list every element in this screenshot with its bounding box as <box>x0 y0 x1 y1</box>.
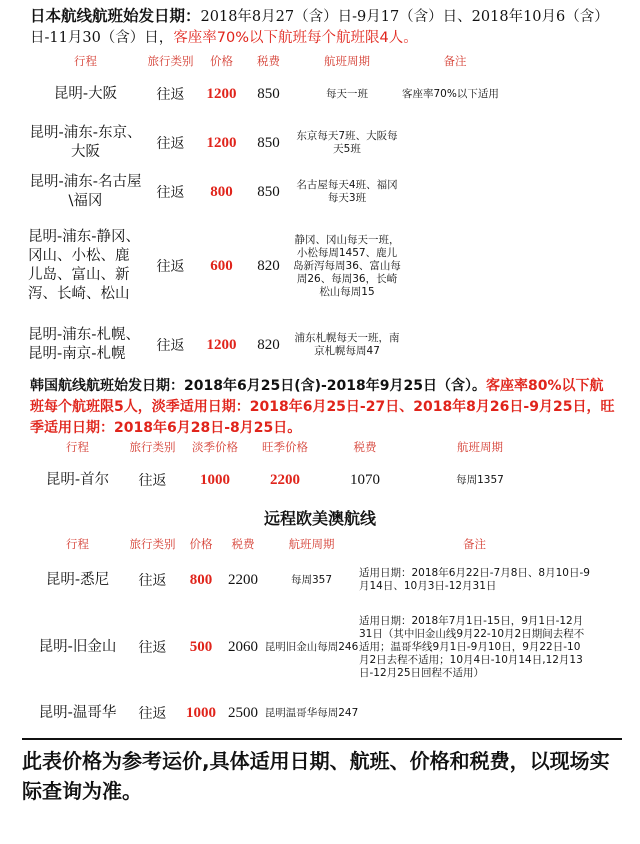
korea-table <box>30 434 550 500</box>
price-cell: 1200 <box>206 336 237 353</box>
japan-header-price: 价格 <box>210 53 233 68</box>
japan-header-tax: 税费 <box>257 53 280 68</box>
korea-header-type: 旅行类别 <box>129 439 176 454</box>
note-cell: 适用日期：2018年6月22日-7月8日、8月10日-9月14日、10月3日-12月31日 <box>359 567 590 592</box>
schedule-cell: 昆明温哥华每周247 <box>264 706 359 719</box>
table-row <box>28 168 508 216</box>
japan-limit: 客座率70%以下航班每个航班限4人。 <box>173 30 418 46</box>
type-cell: 往返 <box>138 640 167 656</box>
tax-cell: 1070 <box>350 471 380 488</box>
type-cell: 往返 <box>138 573 167 589</box>
price-cell: 800 <box>210 183 233 200</box>
tax-cell: 2500 <box>228 704 258 721</box>
japan-intro <box>30 6 615 49</box>
tax-cell: 820 <box>257 336 280 353</box>
price-cell: 600 <box>210 257 233 274</box>
table-row <box>28 70 508 118</box>
low-price-cell: 1000 <box>200 471 230 488</box>
type-cell: 往返 <box>156 338 185 354</box>
note-cell <box>402 216 508 316</box>
schedule-cell: 名古屋每天4班、福冈每天3班 <box>296 179 398 204</box>
note-cell: 适用日期：2018年7月1日-15日，9月1日-12月31日（其中旧金山线9月22-10月2日期间去程不适用；温哥华线9月1日-9月10日，9月22日-10月2日去程不适用；10月4日-10月14日,12月13日-12月25日回程不适用） <box>359 614 585 679</box>
route-cell: 昆明-浦东-东京、大阪 <box>29 125 142 160</box>
schedule-cell: 每周357 <box>290 573 333 586</box>
tax-cell: 2200 <box>228 571 258 588</box>
table-row <box>28 316 508 374</box>
longhaul-title: 远程欧美澳航线 <box>263 509 376 528</box>
schedule-cell: 东京每天7班、大阪每天5班 <box>296 130 398 155</box>
type-cell: 往返 <box>156 87 185 103</box>
japan-header-schedule: 航班周期 <box>324 53 370 68</box>
high-price-cell: 2200 <box>270 471 300 488</box>
schedule-cell: 每周1357 <box>456 473 504 486</box>
longhaul-table <box>30 530 590 734</box>
korea-header-tax: 税费 <box>353 439 377 454</box>
type-cell: 往返 <box>138 706 167 722</box>
route-cell: 昆明-首尔 <box>45 471 110 488</box>
note-cell <box>402 168 508 216</box>
table-row <box>30 602 590 692</box>
japan-header-route: 行程 <box>74 53 97 68</box>
longhaul-header-tax: 税费 <box>231 536 255 551</box>
longhaul-header-note: 备注 <box>463 536 486 551</box>
route-cell: 昆明-大阪 <box>53 85 118 102</box>
japan-header-type: 旅行类别 <box>147 53 194 68</box>
table-row <box>28 216 508 316</box>
japan-title: 日本航线航班始发日期： <box>30 7 201 25</box>
price-cell: 1000 <box>186 704 216 721</box>
tax-cell: 850 <box>257 183 280 200</box>
note-cell <box>402 316 508 374</box>
route-cell: 昆明-温哥华 <box>38 704 117 721</box>
schedule-cell: 每天一班 <box>326 87 368 100</box>
korea-header-low: 淡季价格 <box>192 439 238 454</box>
japan-header-note: 备注 <box>443 53 467 68</box>
table-row <box>30 460 550 500</box>
longhaul-header-price: 价格 <box>189 536 213 551</box>
japan-dates: 2018年8月27（含）日-9月17（含）日、2018年10月6（含）日-11月30（含）日， <box>30 9 609 46</box>
longhaul-header-type: 旅行类别 <box>129 536 176 551</box>
route-cell: 昆明-浦东-静冈、冈山、小松、鹿儿岛、富山、新泻、长崎、松山 <box>28 229 140 302</box>
type-cell: 往返 <box>156 136 185 152</box>
price-cell: 1200 <box>206 134 237 151</box>
route-cell: 昆明-悉尼 <box>45 571 110 588</box>
tax-cell: 850 <box>257 85 280 102</box>
note-cell <box>359 692 590 734</box>
table-row <box>28 118 508 168</box>
price-cell: 800 <box>189 571 213 588</box>
table-row <box>30 692 590 734</box>
korea-header-high: 旺季价格 <box>262 439 308 454</box>
type-cell: 往返 <box>156 259 185 275</box>
korea-intro <box>30 376 615 439</box>
type-cell: 往返 <box>138 473 167 489</box>
tax-cell: 820 <box>257 257 280 274</box>
korea-header-route: 行程 <box>66 439 89 454</box>
type-cell: 往返 <box>156 185 185 201</box>
korea-title: 韩国航线航班始发日期：2018年6月25日(含)-2018年9月25日（含）。 <box>30 378 486 394</box>
route-cell: 昆明-旧金山 <box>38 638 117 655</box>
longhaul-header-route: 行程 <box>66 536 89 551</box>
route-cell: 昆明-浦东-札幌、昆明-南京-札幌 <box>28 327 140 362</box>
note-cell: 客座率70%以下适用 <box>402 87 499 100</box>
footer-disclaimer: 此表价格为参考运价,具体适用日期、航班、价格和税费，以现场实际查询为准。 <box>22 738 622 806</box>
price-cell: 1200 <box>206 85 237 102</box>
korea-header-schedule: 航班周期 <box>457 439 503 454</box>
note-cell <box>402 118 508 168</box>
korea-limit: 客座率80%以下航班每个航班限5人，淡季适用日期：2018年6月25日-27日、2018年8月26日-9月25日，旺季适用日期：2018年6月28日-8月25日。 <box>30 378 615 436</box>
schedule-cell: 浦东札幌每天一班，南京札幌每周47 <box>294 332 400 357</box>
longhaul-header-schedule: 航班周期 <box>288 536 335 551</box>
table-row <box>30 558 590 602</box>
price-cell: 500 <box>189 638 213 655</box>
tax-cell: 850 <box>257 134 280 151</box>
route-cell: 昆明-浦东-名古屋\福冈 <box>29 174 142 209</box>
tax-cell: 2060 <box>228 638 258 655</box>
japan-table <box>28 52 508 374</box>
schedule-cell: 静冈、冈山每天一班，小松每周1457、鹿儿岛新泻每周36、富山每周26、每周36，长崎松山每周15 <box>293 233 401 298</box>
schedule-cell: 昆明旧金山每周246 <box>264 640 359 653</box>
